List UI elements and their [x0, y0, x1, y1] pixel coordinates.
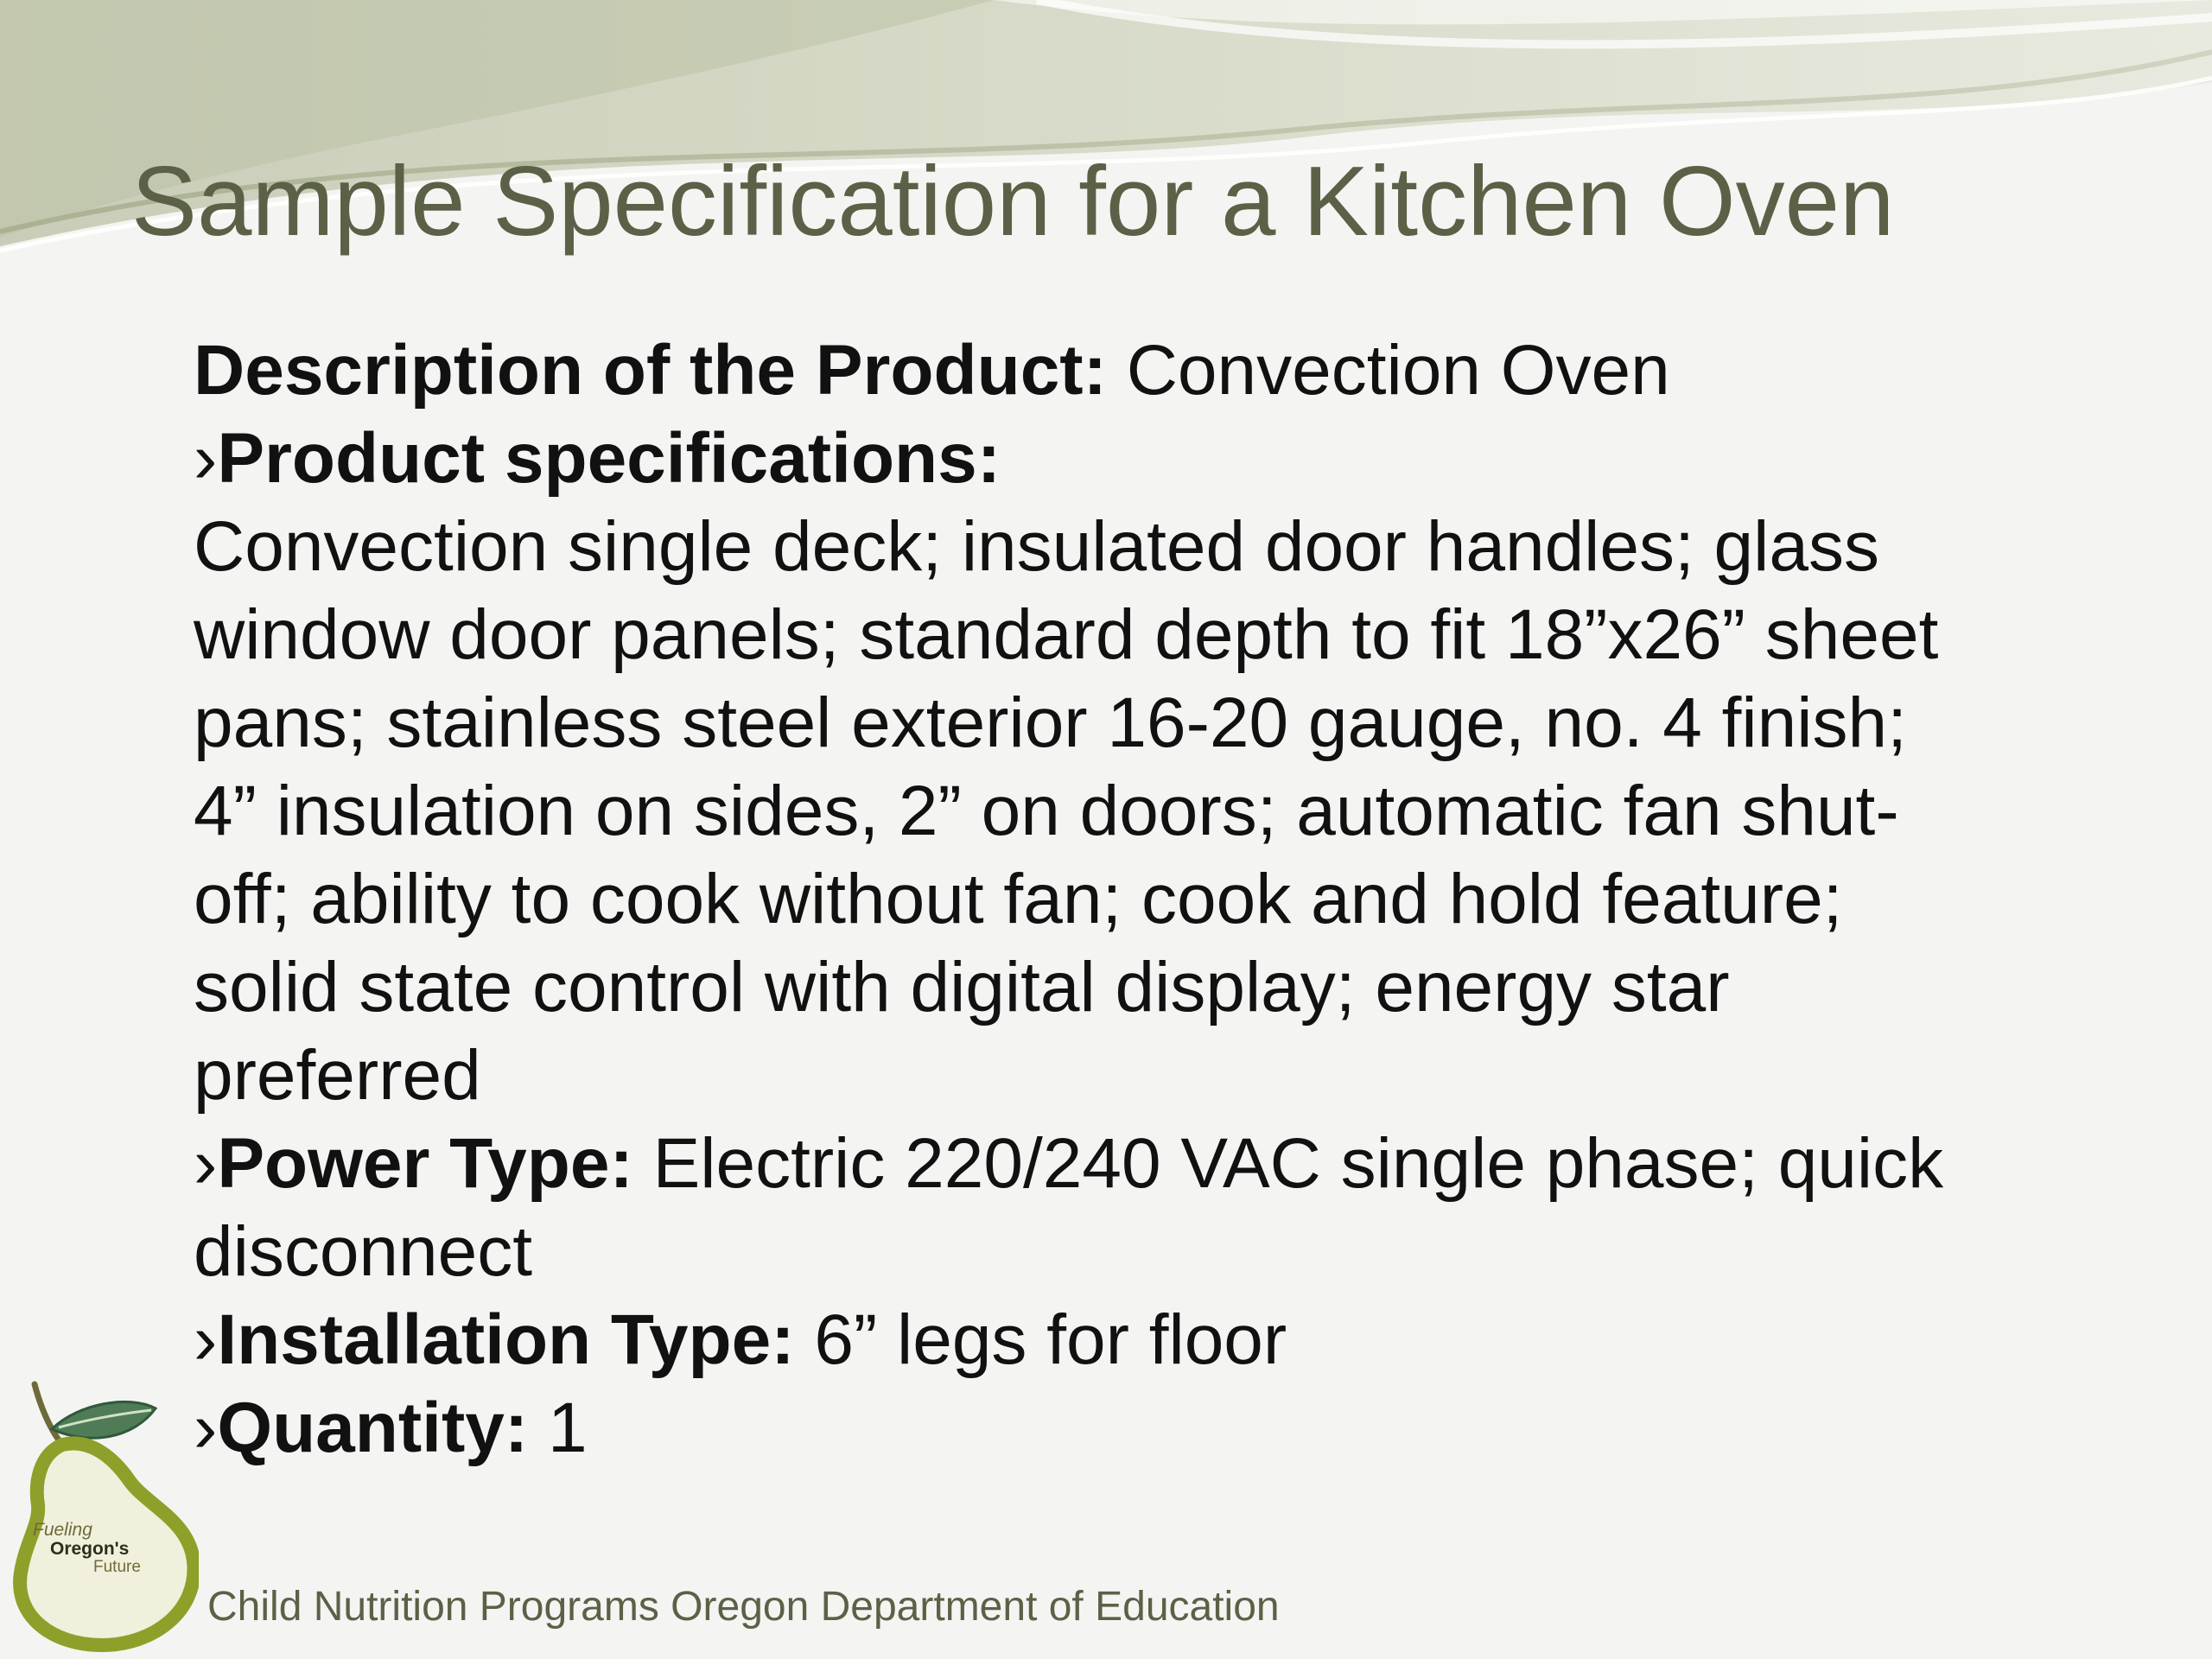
quantity-value: 1: [528, 1389, 588, 1467]
footer-text: Child Nutrition Programs Oregon Department of Education: [207, 1584, 1280, 1630]
power-type-value: Electric 220/240 VAC single phase; quick: [632, 1124, 1944, 1203]
power-type-value-continued: disconnect: [194, 1212, 533, 1291]
product-specs-line: solid state control with digital display; energy star: [194, 948, 1730, 1027]
pear-icon: [9, 1376, 199, 1652]
bullet-glyph: ›: [194, 1389, 218, 1467]
power-type-line: [194, 1120, 2077, 1208]
product-specs-line: window door panels; standard depth to fit 18”x26” sheet: [194, 595, 1939, 674]
product-specs-heading: [194, 415, 2077, 503]
product-specs-label: Product specifications:: [217, 419, 1001, 498]
description-line: [194, 327, 2077, 415]
product-specs-line: preferred: [194, 1036, 481, 1115]
installation-type-value: 6” legs for floor: [794, 1300, 1287, 1379]
description-value: Convection Oven: [1106, 331, 1670, 410]
description-label: Description of the Product:: [194, 331, 1107, 410]
power-type-label: Power Type:: [217, 1124, 633, 1203]
product-specs-line: off; ability to cook without fan; cook and hold feature;: [194, 860, 1843, 938]
product-specs-line: Convection single deck; insulated door handles; glass: [194, 507, 1879, 586]
logo-text-line1: Fueling: [33, 1520, 92, 1540]
logo-text-line3: Future: [93, 1558, 141, 1576]
bullet-glyph: ›: [194, 1124, 218, 1203]
specification-body: [194, 327, 2077, 1472]
bullet-glyph: ›: [194, 419, 218, 498]
installation-type-line: [194, 1296, 2077, 1384]
bullet-glyph: ›: [194, 1300, 218, 1379]
product-specs-line: 4” insulation on sides, 2” on doors; automatic fan shut-: [194, 772, 1899, 850]
product-specs-line: pans; stainless steel exterior 16-20 gauge, no. 4 finish;: [194, 683, 1907, 762]
logo-text-line2: Oregon's: [50, 1539, 130, 1559]
installation-type-label: Installation Type:: [217, 1300, 795, 1379]
quantity-line: [194, 1384, 2077, 1472]
slide-title: Sample Specification for a Kitchen Oven: [131, 147, 1895, 257]
quantity-label: Quantity:: [217, 1389, 529, 1467]
